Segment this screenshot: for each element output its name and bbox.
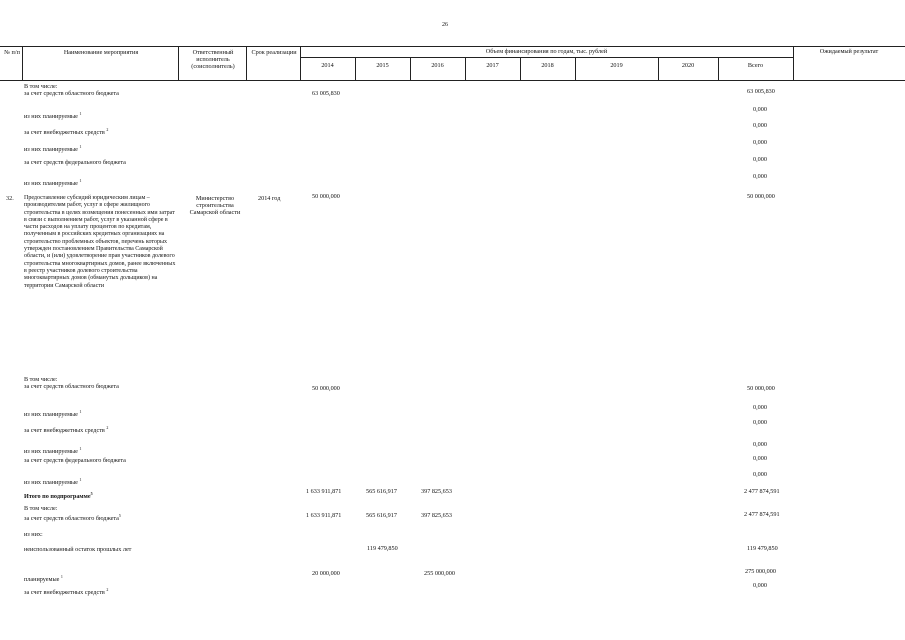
row-label: из них планируемые $^1$ <box>24 144 82 153</box>
remainder-total: 119 479,850 <box>747 545 778 552</box>
row-value-total: 0,000 <box>753 139 767 146</box>
total-2014: 1 633 911,871 <box>306 488 342 495</box>
planned-2014: 20 000,000 <box>312 570 340 577</box>
year-2016: 2016 <box>431 62 444 69</box>
header-volume: Объем финансирования по годам, тыс. рублей <box>485 48 608 55</box>
item-number: 32. <box>6 195 14 202</box>
row-value-total: 0,000 <box>753 156 767 163</box>
planned-total: 275 000,000 <box>745 568 776 575</box>
row-label: из них: <box>24 531 43 538</box>
row-value-2014: 63 005,830 <box>312 90 340 97</box>
row-label: за счет средств областного бюджета <box>24 383 119 390</box>
row-label: за счет средств областного бюджета <box>24 90 119 97</box>
row-label: за счет средств федерального бюджета <box>24 159 126 166</box>
row-value-total: 0,000 <box>753 122 767 129</box>
row-label: В том числе: <box>24 376 58 383</box>
item-term: 2014 год <box>258 195 281 202</box>
page-number: 26 <box>442 22 448 28</box>
year-2014: 2014 <box>321 62 334 69</box>
header-term: Срок реализации <box>251 49 297 56</box>
row-value-total: 0,000 <box>753 419 767 426</box>
header-num: № п/п <box>4 49 20 56</box>
item-value-total: 50 000,000 <box>747 193 775 200</box>
row-value-2014: 50 000,000 <box>312 385 340 392</box>
row-label: неиспользованный остаток прошлых лет <box>24 546 132 553</box>
remainder-2015: 119 479,850 <box>367 545 398 552</box>
row-value-total: 0,000 <box>753 106 767 113</box>
row-label: за счет внебюджетных средств $^2$ <box>24 587 109 596</box>
row-value-total: 0,000 <box>753 455 767 462</box>
row-label: за счет внебюджетных средств $^2$ <box>24 127 109 136</box>
row-value-total: 0,000 <box>753 441 767 448</box>
row-value-total: 0,000 <box>753 404 767 411</box>
row-label: из них планируемые $^1$ <box>24 178 82 187</box>
year-total: Всего <box>747 62 764 69</box>
item-executor: Министерство строительства Самарской области <box>189 195 241 217</box>
planned-2016: 255 000,000 <box>424 570 455 577</box>
regional-2016: 397 825,653 <box>421 512 452 519</box>
year-2017: 2017 <box>486 62 499 69</box>
row-value-total: 0,000 <box>753 471 767 478</box>
row-value-total: 63 005,830 <box>747 88 775 95</box>
header-executor: Ответственный исполнитель (соисполнитель) <box>191 49 235 70</box>
row-label: за счет средств федерального бюджета <box>24 457 126 464</box>
header-name: Наименование мероприятия <box>63 49 139 56</box>
regional-total: 2 477 874,591 <box>744 511 780 518</box>
total-2015: 565 616,917 <box>366 488 397 495</box>
row-label: из них планируемые $^1$ <box>24 111 82 120</box>
year-2018: 2018 <box>541 62 554 69</box>
extrabudget-total: 0,000 <box>753 582 767 589</box>
regional-2014: 1 633 911,871 <box>306 512 342 519</box>
year-2019: 2019 <box>610 62 623 69</box>
header-result: Ожидаемый результат <box>819 48 879 55</box>
year-2020: 2020 <box>681 62 695 69</box>
row-label: В том числе: <box>24 83 58 90</box>
row-value-total: 50 000,000 <box>747 385 775 392</box>
row-label: за счет внебюджетных средств $^2$ <box>24 425 109 434</box>
total-2016: 397 825,653 <box>421 488 452 495</box>
row-label: планируемые $^1$ <box>24 574 63 583</box>
item-value-2014: 50 000,000 <box>312 193 340 200</box>
regional-2015: 565 616,917 <box>366 512 397 519</box>
row-label: В том числе: <box>24 505 58 512</box>
item-description: Предоставление субсидий юридическим лицам – производителям работ, услуг в сфере жилищного строительства в целях возмещения понесенных ими затрат в связи с выполнением работ, услуг в указанной сфере в части расходов на уплату процентов по кредитам, полученным в российских кредитных организациях на строительство проблемных объектов, перечень которых утвержден постановлением Правительства Самарской области, и (или) удовлетворение прав участников долевого строительства многоквартирных домов, ранее включенных в реестр участников долевого строительства многоквартирных домов (обманутых дольщиков) на территории Самарской области <box>24 195 176 289</box>
year-2015: 2015 <box>376 62 389 69</box>
total-all: 2 477 874,591 <box>744 488 780 495</box>
row-label: за счет средств областного бюджета$^5$ <box>24 513 121 522</box>
subprogram-total-label: Итого по подпрограмме$^5$ <box>24 491 93 500</box>
row-label: из них планируемые $^1$ <box>24 446 82 455</box>
row-value-total: 0,000 <box>753 173 767 180</box>
row-label: из них планируемые $^1$ <box>24 409 82 418</box>
row-label: из них планируемые $^1$ <box>24 477 82 486</box>
